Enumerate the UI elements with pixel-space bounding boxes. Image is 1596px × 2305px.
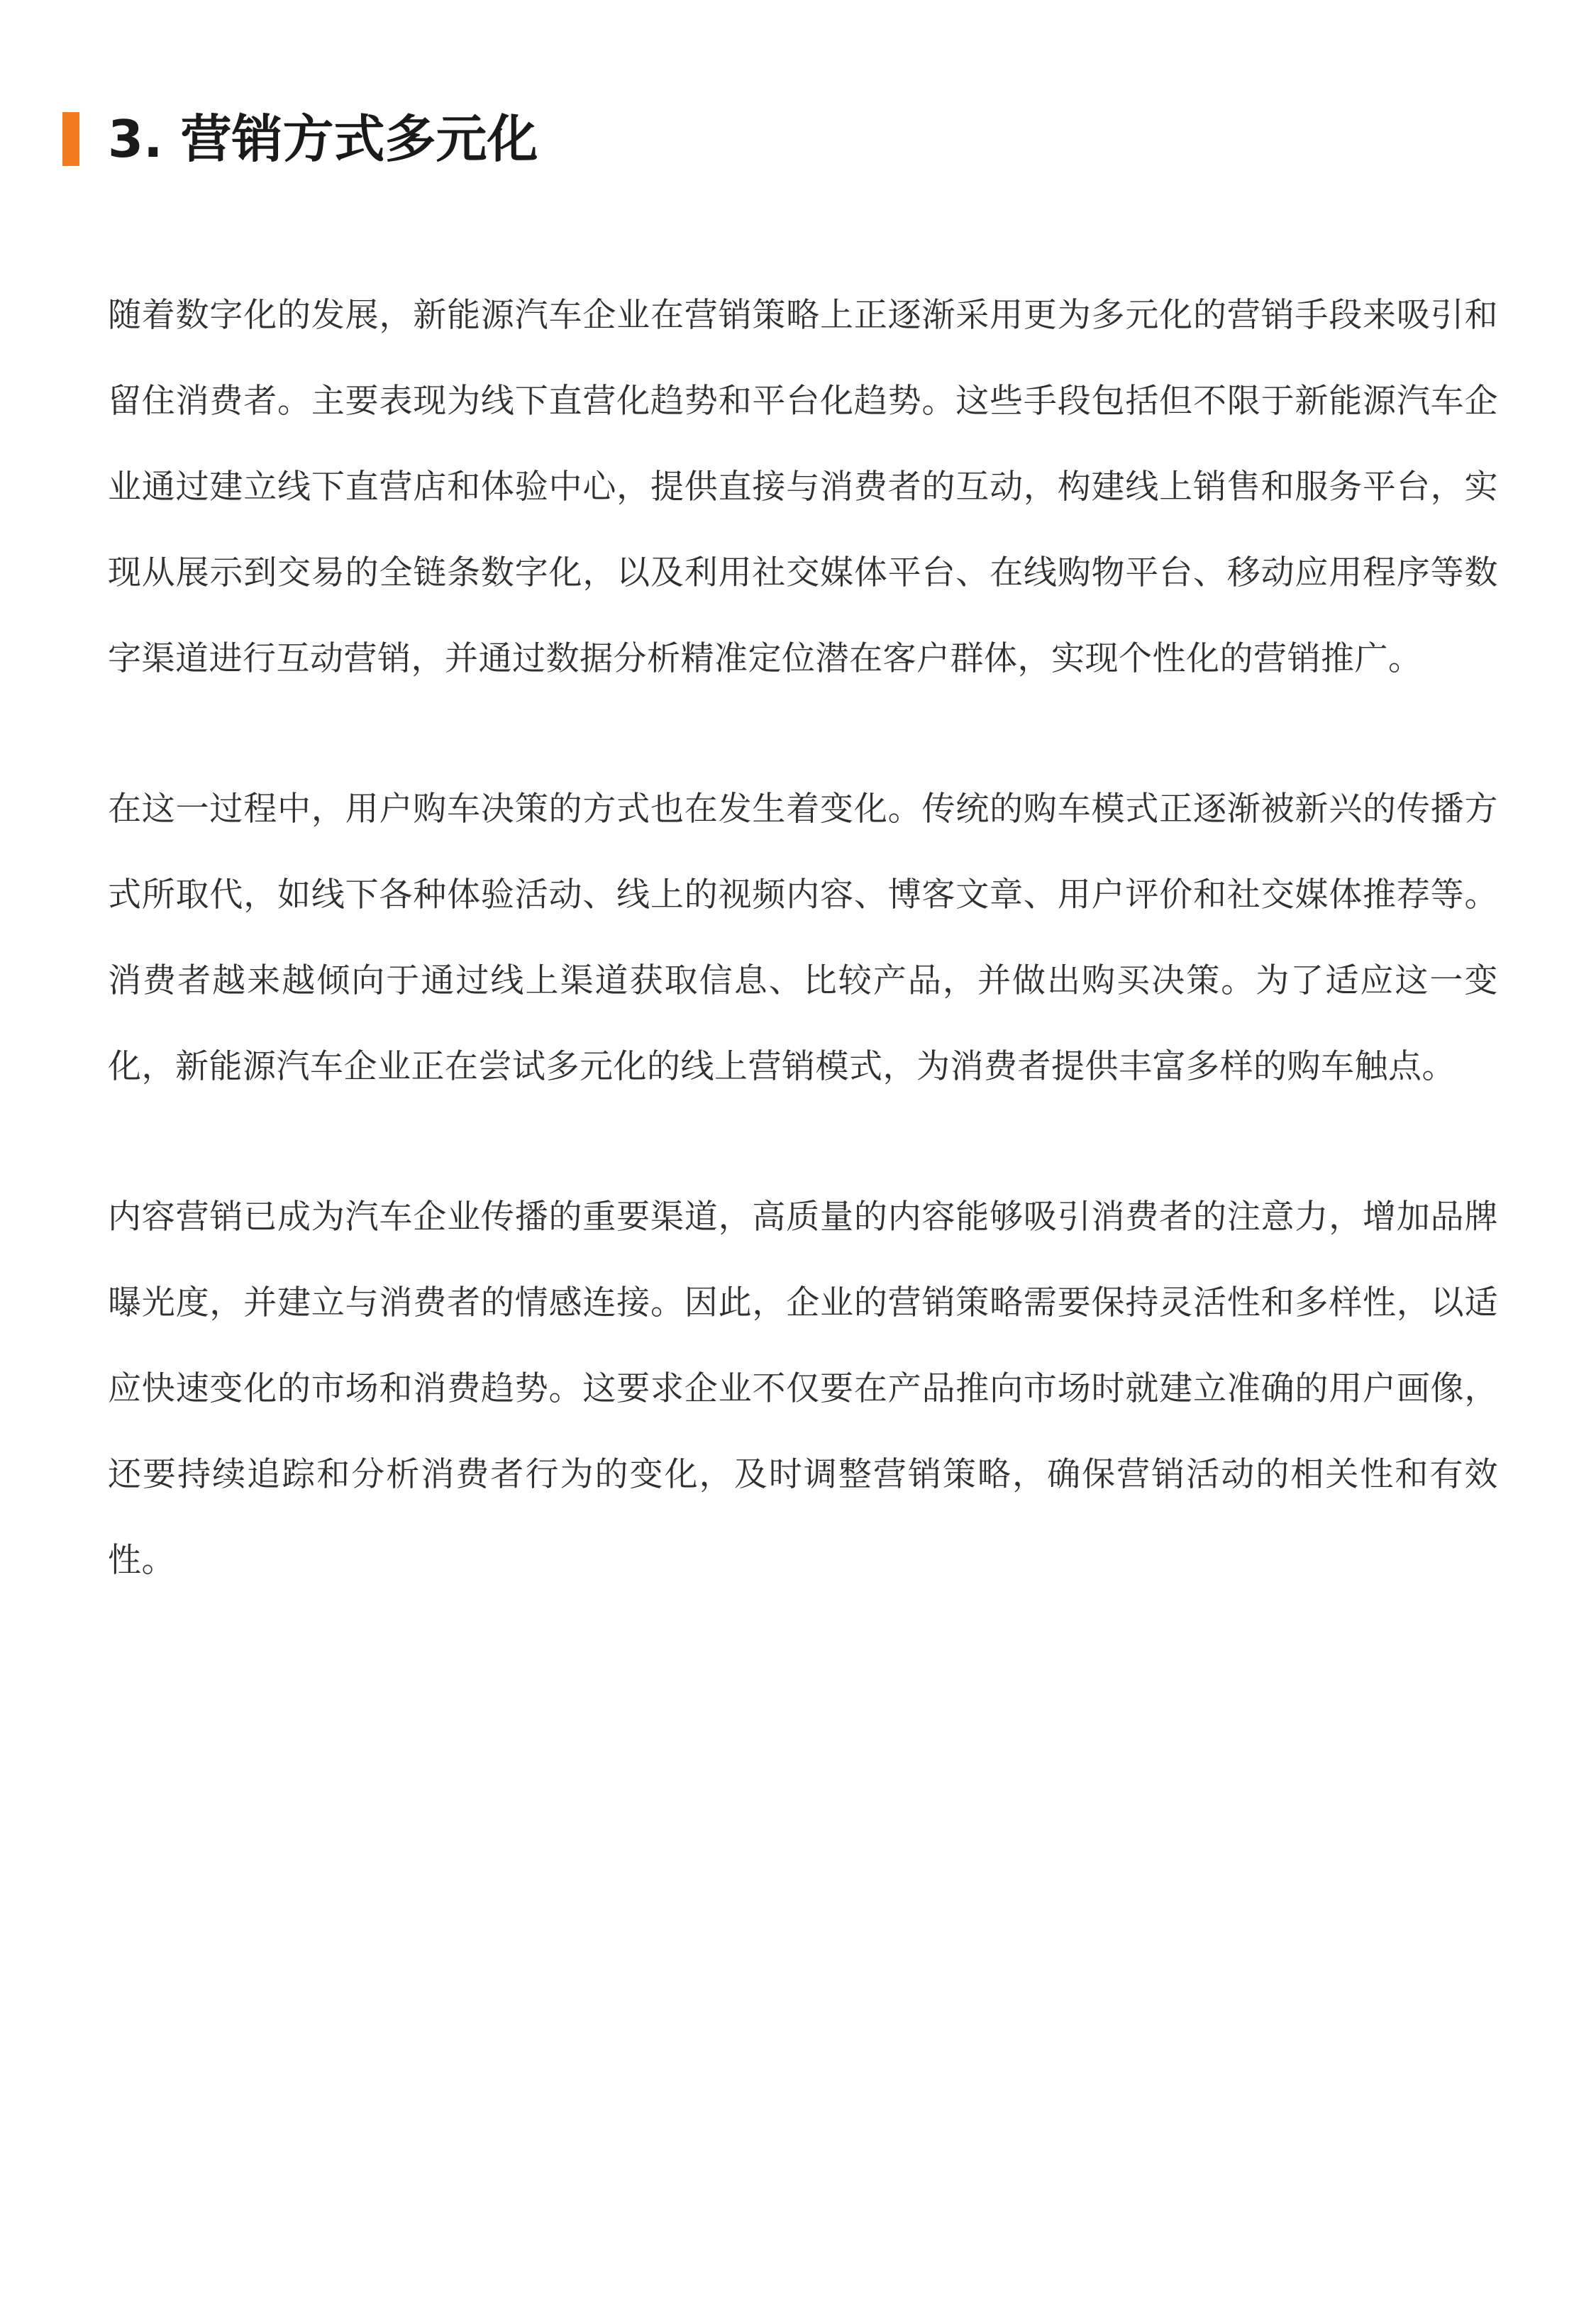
section-title: 3. 营销方式多元化 <box>108 109 538 169</box>
body-text <box>108 272 1498 1668</box>
paragraph-3: 内容营销已成为汽车企业传播的重要渠道，高质量的内容能够吸引消费者的注意力，增加品牌曝光度，并建立与消费者的情感连接。因此，企业的营销策略需要保持灵活性和多样性，以适应快速变化的市场和消费趋势。这要求企业不仅要在产品推向市场时就建立准确的用户画像，还要持续追踪和分析消费者行为的变化，及时调整营销策略，确保营销活动的相关性和有效性。 <box>108 1198 1498 1580</box>
paragraph-2: 在这一过程中，用户购车决策的方式也在发生着变化。传统的购车模式正逐渐被新兴的传播方式所取代，如线下各种体验活动、线上的视频内容、博客文章、用户评价和社交媒体推荐等。消费者越来越倾向于通过线上渠道获取信息、比较产品，并做出购买决策。为了适应这一变化，新能源汽车企业正在尝试多元化的线上营销模式，为消费者提供丰富多样的购车触点。 <box>108 790 1498 1086</box>
section-header <box>62 106 538 172</box>
section-accent-bar <box>62 112 79 166</box>
paragraph-1: 随着数字化的发展，新能源汽车企业在营销策略上正逐渐采用更为多元化的营销手段来吸引和留住消费者。主要表现为线下直营化趋势和平台化趋势。这些手段包括但不限于新能源汽车企业通过建立线下直营店和体验中心，提供直接与消费者的互动，构建线上销售和服务平台，实现从展示到交易的全链条数字化，以及利用社交媒体平台、在线购物平台、移动应用程序等数字渠道进行互动营销，并通过数据分析精准定位潜在客户群体，实现个性化的营销推广。 <box>108 296 1498 678</box>
